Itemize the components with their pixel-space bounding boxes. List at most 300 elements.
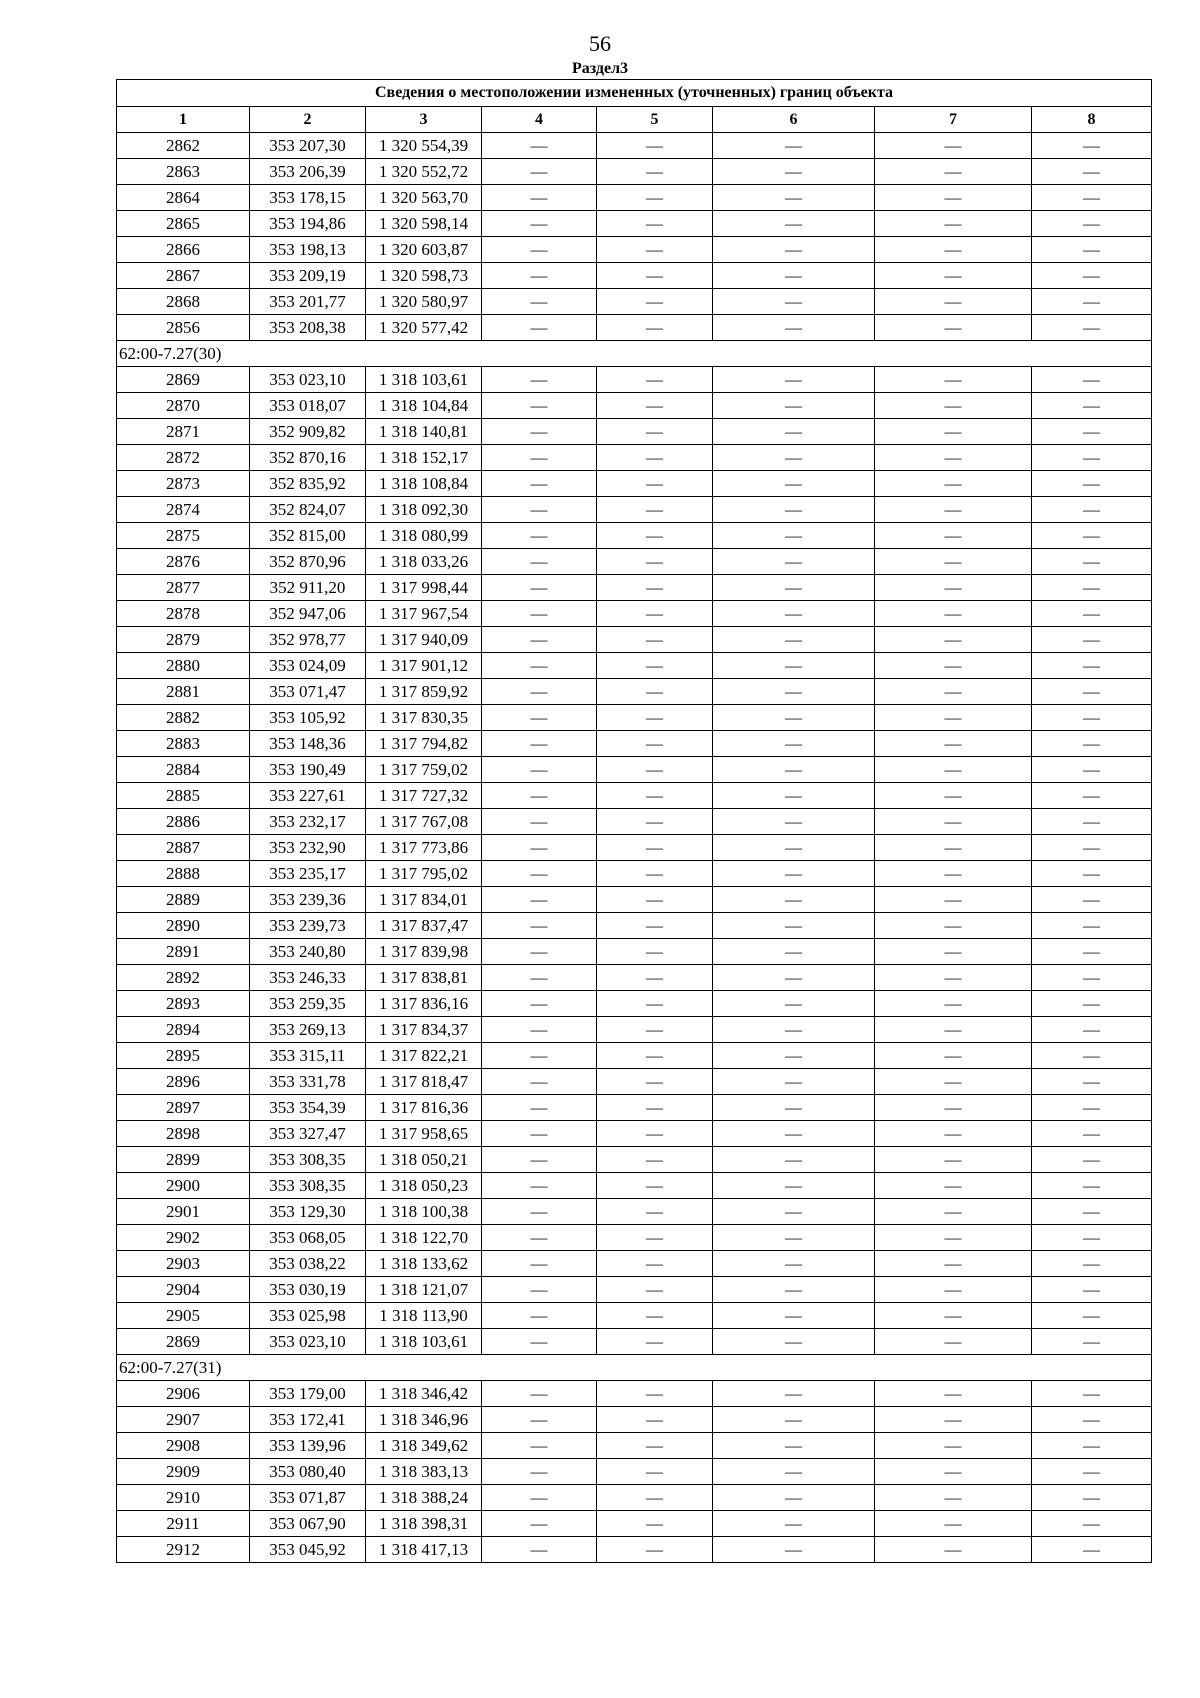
empty-value-cell: — bbox=[482, 1511, 597, 1537]
empty-value-cell: — bbox=[713, 705, 875, 731]
empty-value-cell: — bbox=[482, 1537, 597, 1563]
x-coordinate-cell: 353 129,30 bbox=[250, 1199, 366, 1225]
empty-value-cell: — bbox=[875, 705, 1032, 731]
table-row bbox=[117, 133, 1152, 159]
empty-value-cell: — bbox=[482, 1277, 597, 1303]
empty-value-cell: — bbox=[597, 133, 713, 159]
empty-value-cell: — bbox=[482, 133, 597, 159]
y-coordinate-cell: 1 320 554,39 bbox=[366, 133, 482, 159]
empty-value-cell: — bbox=[875, 1095, 1032, 1121]
x-coordinate-cell: 353 148,36 bbox=[250, 731, 366, 757]
point-number-cell: 2899 bbox=[117, 1147, 250, 1173]
table-row bbox=[117, 601, 1152, 627]
y-coordinate-cell: 1 317 767,08 bbox=[366, 809, 482, 835]
empty-value-cell: — bbox=[713, 913, 875, 939]
point-number-cell: 2901 bbox=[117, 1199, 250, 1225]
table-row bbox=[117, 809, 1152, 835]
point-number-cell: 2882 bbox=[117, 705, 250, 731]
y-coordinate-cell: 1 318 133,62 bbox=[366, 1251, 482, 1277]
column-number: 6 bbox=[713, 107, 875, 133]
table-row bbox=[117, 1147, 1152, 1173]
point-number-cell: 2891 bbox=[117, 939, 250, 965]
empty-value-cell: — bbox=[482, 887, 597, 913]
x-coordinate-cell: 353 139,96 bbox=[250, 1433, 366, 1459]
empty-value-cell: — bbox=[713, 861, 875, 887]
empty-value-cell: — bbox=[1032, 1017, 1152, 1043]
y-coordinate-cell: 1 317 773,86 bbox=[366, 835, 482, 861]
empty-value-cell: — bbox=[713, 1459, 875, 1485]
empty-value-cell: — bbox=[1032, 471, 1152, 497]
table-row bbox=[117, 315, 1152, 341]
point-number-cell: 2909 bbox=[117, 1459, 250, 1485]
empty-value-cell: — bbox=[875, 991, 1032, 1017]
empty-value-cell: — bbox=[597, 939, 713, 965]
point-number-cell: 2871 bbox=[117, 419, 250, 445]
x-coordinate-cell: 353 172,41 bbox=[250, 1407, 366, 1433]
table-row bbox=[117, 1251, 1152, 1277]
empty-value-cell: — bbox=[482, 1147, 597, 1173]
empty-value-cell: — bbox=[713, 185, 875, 211]
empty-value-cell: — bbox=[482, 1459, 597, 1485]
y-coordinate-cell: 1 318 092,30 bbox=[366, 497, 482, 523]
point-number-cell: 2873 bbox=[117, 471, 250, 497]
empty-value-cell: — bbox=[875, 809, 1032, 835]
empty-value-cell: — bbox=[713, 731, 875, 757]
point-number-cell: 2905 bbox=[117, 1303, 250, 1329]
empty-value-cell: — bbox=[713, 133, 875, 159]
empty-value-cell: — bbox=[482, 419, 597, 445]
empty-value-cell: — bbox=[713, 939, 875, 965]
x-coordinate-cell: 353 023,10 bbox=[250, 367, 366, 393]
empty-value-cell: — bbox=[597, 549, 713, 575]
y-coordinate-cell: 1 317 837,47 bbox=[366, 913, 482, 939]
empty-value-cell: — bbox=[1032, 731, 1152, 757]
empty-value-cell: — bbox=[482, 497, 597, 523]
empty-value-cell: — bbox=[713, 627, 875, 653]
y-coordinate-cell: 1 318 388,24 bbox=[366, 1485, 482, 1511]
empty-value-cell: — bbox=[713, 393, 875, 419]
empty-value-cell: — bbox=[1032, 1277, 1152, 1303]
empty-value-cell: — bbox=[713, 1381, 875, 1407]
x-coordinate-cell: 352 870,16 bbox=[250, 445, 366, 471]
x-coordinate-cell: 353 209,19 bbox=[250, 263, 366, 289]
x-coordinate-cell: 352 978,77 bbox=[250, 627, 366, 653]
x-coordinate-cell: 353 190,49 bbox=[250, 757, 366, 783]
y-coordinate-cell: 1 318 121,07 bbox=[366, 1277, 482, 1303]
empty-value-cell: — bbox=[597, 1199, 713, 1225]
boundary-coordinates-table bbox=[116, 79, 1152, 1563]
empty-value-cell: — bbox=[1032, 1381, 1152, 1407]
empty-value-cell: — bbox=[713, 1147, 875, 1173]
empty-value-cell: — bbox=[875, 861, 1032, 887]
empty-value-cell: — bbox=[597, 367, 713, 393]
point-number-cell: 2912 bbox=[117, 1537, 250, 1563]
y-coordinate-cell: 1 317 958,65 bbox=[366, 1121, 482, 1147]
empty-value-cell: — bbox=[597, 757, 713, 783]
empty-value-cell: — bbox=[875, 939, 1032, 965]
x-coordinate-cell: 353 208,38 bbox=[250, 315, 366, 341]
empty-value-cell: — bbox=[875, 497, 1032, 523]
empty-value-cell: — bbox=[597, 653, 713, 679]
empty-value-cell: — bbox=[875, 1303, 1032, 1329]
y-coordinate-cell: 1 318 113,90 bbox=[366, 1303, 482, 1329]
empty-value-cell: — bbox=[875, 887, 1032, 913]
table-row bbox=[117, 1407, 1152, 1433]
point-number-cell: 2893 bbox=[117, 991, 250, 1017]
point-number-cell: 2888 bbox=[117, 861, 250, 887]
empty-value-cell: — bbox=[597, 783, 713, 809]
empty-value-cell: — bbox=[482, 1173, 597, 1199]
empty-value-cell: — bbox=[713, 419, 875, 445]
table-row bbox=[117, 1303, 1152, 1329]
point-number-cell: 2900 bbox=[117, 1173, 250, 1199]
empty-value-cell: — bbox=[875, 1511, 1032, 1537]
empty-value-cell: — bbox=[482, 913, 597, 939]
empty-value-cell: — bbox=[1032, 263, 1152, 289]
x-coordinate-cell: 353 232,90 bbox=[250, 835, 366, 861]
x-coordinate-cell: 353 246,33 bbox=[250, 965, 366, 991]
empty-value-cell: — bbox=[1032, 783, 1152, 809]
point-number-cell: 2897 bbox=[117, 1095, 250, 1121]
empty-value-cell: — bbox=[597, 627, 713, 653]
y-coordinate-cell: 1 320 598,73 bbox=[366, 263, 482, 289]
table-row bbox=[117, 1017, 1152, 1043]
caption-row bbox=[117, 80, 1152, 107]
y-coordinate-cell: 1 317 834,37 bbox=[366, 1017, 482, 1043]
empty-value-cell: — bbox=[482, 185, 597, 211]
empty-value-cell: — bbox=[1032, 211, 1152, 237]
y-coordinate-cell: 1 318 033,26 bbox=[366, 549, 482, 575]
empty-value-cell: — bbox=[597, 991, 713, 1017]
empty-value-cell: — bbox=[597, 835, 713, 861]
empty-value-cell: — bbox=[482, 1381, 597, 1407]
x-coordinate-cell: 353 207,30 bbox=[250, 133, 366, 159]
y-coordinate-cell: 1 318 349,62 bbox=[366, 1433, 482, 1459]
x-coordinate-cell: 352 824,07 bbox=[250, 497, 366, 523]
empty-value-cell: — bbox=[875, 575, 1032, 601]
empty-value-cell: — bbox=[482, 393, 597, 419]
table-row bbox=[117, 731, 1152, 757]
empty-value-cell: — bbox=[875, 315, 1032, 341]
table-row bbox=[117, 523, 1152, 549]
x-coordinate-cell: 353 315,11 bbox=[250, 1043, 366, 1069]
empty-value-cell: — bbox=[1032, 1095, 1152, 1121]
empty-value-cell: — bbox=[875, 1381, 1032, 1407]
empty-value-cell: — bbox=[597, 1147, 713, 1173]
empty-value-cell: — bbox=[482, 1199, 597, 1225]
empty-value-cell: — bbox=[1032, 185, 1152, 211]
empty-value-cell: — bbox=[597, 809, 713, 835]
empty-value-cell: — bbox=[482, 679, 597, 705]
empty-value-cell: — bbox=[875, 1199, 1032, 1225]
y-coordinate-cell: 1 318 140,81 bbox=[366, 419, 482, 445]
empty-value-cell: — bbox=[482, 835, 597, 861]
column-number: 4 bbox=[482, 107, 597, 133]
y-coordinate-cell: 1 317 859,92 bbox=[366, 679, 482, 705]
empty-value-cell: — bbox=[482, 705, 597, 731]
x-coordinate-cell: 353 178,15 bbox=[250, 185, 366, 211]
empty-value-cell: — bbox=[597, 1017, 713, 1043]
y-coordinate-cell: 1 318 417,13 bbox=[366, 1537, 482, 1563]
empty-value-cell: — bbox=[875, 679, 1032, 705]
empty-value-cell: — bbox=[875, 419, 1032, 445]
empty-value-cell: — bbox=[482, 991, 597, 1017]
empty-value-cell: — bbox=[482, 939, 597, 965]
empty-value-cell: — bbox=[482, 1043, 597, 1069]
point-number-cell: 2889 bbox=[117, 887, 250, 913]
table-row bbox=[117, 679, 1152, 705]
y-coordinate-cell: 1 318 100,38 bbox=[366, 1199, 482, 1225]
table-row bbox=[117, 939, 1152, 965]
table-row bbox=[117, 783, 1152, 809]
empty-value-cell: — bbox=[713, 263, 875, 289]
y-coordinate-cell: 1 318 346,42 bbox=[366, 1381, 482, 1407]
empty-value-cell: — bbox=[1032, 445, 1152, 471]
empty-value-cell: — bbox=[713, 1303, 875, 1329]
table-row bbox=[117, 159, 1152, 185]
empty-value-cell: — bbox=[1032, 549, 1152, 575]
empty-value-cell: — bbox=[597, 497, 713, 523]
empty-value-cell: — bbox=[875, 523, 1032, 549]
empty-value-cell: — bbox=[597, 1173, 713, 1199]
empty-value-cell: — bbox=[875, 1485, 1032, 1511]
empty-value-cell: — bbox=[875, 601, 1032, 627]
empty-value-cell: — bbox=[875, 1121, 1032, 1147]
x-coordinate-cell: 353 232,17 bbox=[250, 809, 366, 835]
empty-value-cell: — bbox=[713, 159, 875, 185]
empty-value-cell: — bbox=[597, 1459, 713, 1485]
empty-value-cell: — bbox=[482, 159, 597, 185]
empty-value-cell: — bbox=[482, 471, 597, 497]
empty-value-cell: — bbox=[482, 263, 597, 289]
point-number-cell: 2879 bbox=[117, 627, 250, 653]
empty-value-cell: — bbox=[713, 289, 875, 315]
x-coordinate-cell: 353 045,92 bbox=[250, 1537, 366, 1563]
table-row bbox=[117, 1381, 1152, 1407]
x-coordinate-cell: 353 331,78 bbox=[250, 1069, 366, 1095]
point-number-cell: 2877 bbox=[117, 575, 250, 601]
empty-value-cell: — bbox=[875, 471, 1032, 497]
empty-value-cell: — bbox=[1032, 1407, 1152, 1433]
empty-value-cell: — bbox=[482, 1303, 597, 1329]
empty-value-cell: — bbox=[597, 289, 713, 315]
empty-value-cell: — bbox=[597, 1537, 713, 1563]
table-row bbox=[117, 289, 1152, 315]
empty-value-cell: — bbox=[597, 1043, 713, 1069]
empty-value-cell: — bbox=[875, 757, 1032, 783]
x-coordinate-cell: 353 269,13 bbox=[250, 1017, 366, 1043]
empty-value-cell: — bbox=[713, 1069, 875, 1095]
empty-value-cell: — bbox=[713, 1511, 875, 1537]
point-number-cell: 2885 bbox=[117, 783, 250, 809]
empty-value-cell: — bbox=[597, 1069, 713, 1095]
empty-value-cell: — bbox=[1032, 913, 1152, 939]
point-number-cell: 2867 bbox=[117, 263, 250, 289]
y-coordinate-cell: 1 317 830,35 bbox=[366, 705, 482, 731]
point-number-cell: 2890 bbox=[117, 913, 250, 939]
empty-value-cell: — bbox=[482, 1251, 597, 1277]
empty-value-cell: — bbox=[875, 1017, 1032, 1043]
parcel-group-label: 62:00-7.27(30) bbox=[117, 341, 1152, 367]
empty-value-cell: — bbox=[1032, 1537, 1152, 1563]
table-row bbox=[117, 965, 1152, 991]
x-coordinate-cell: 353 080,40 bbox=[250, 1459, 366, 1485]
empty-value-cell: — bbox=[713, 1251, 875, 1277]
empty-value-cell: — bbox=[713, 445, 875, 471]
table-row bbox=[117, 1485, 1152, 1511]
empty-value-cell: — bbox=[875, 835, 1032, 861]
table-row bbox=[117, 1433, 1152, 1459]
table-row bbox=[117, 1537, 1152, 1563]
empty-value-cell: — bbox=[875, 783, 1032, 809]
table-row bbox=[117, 549, 1152, 575]
point-number-cell: 2903 bbox=[117, 1251, 250, 1277]
empty-value-cell: — bbox=[713, 1407, 875, 1433]
table-row bbox=[117, 627, 1152, 653]
point-number-cell: 2883 bbox=[117, 731, 250, 757]
empty-value-cell: — bbox=[482, 1433, 597, 1459]
empty-value-cell: — bbox=[875, 445, 1032, 471]
empty-value-cell: — bbox=[713, 1225, 875, 1251]
table-row bbox=[117, 757, 1152, 783]
empty-value-cell: — bbox=[597, 1095, 713, 1121]
empty-value-cell: — bbox=[597, 1303, 713, 1329]
point-number-cell: 2892 bbox=[117, 965, 250, 991]
empty-value-cell: — bbox=[1032, 523, 1152, 549]
y-coordinate-cell: 1 317 794,82 bbox=[366, 731, 482, 757]
empty-value-cell: — bbox=[1032, 1251, 1152, 1277]
table-row bbox=[117, 237, 1152, 263]
point-number-cell: 2875 bbox=[117, 523, 250, 549]
empty-value-cell: — bbox=[597, 211, 713, 237]
x-coordinate-cell: 353 105,92 bbox=[250, 705, 366, 731]
empty-value-cell: — bbox=[1032, 367, 1152, 393]
empty-value-cell: — bbox=[1032, 939, 1152, 965]
empty-value-cell: — bbox=[1032, 1433, 1152, 1459]
empty-value-cell: — bbox=[597, 523, 713, 549]
empty-value-cell: — bbox=[713, 1199, 875, 1225]
empty-value-cell: — bbox=[597, 315, 713, 341]
point-number-cell: 2910 bbox=[117, 1485, 250, 1511]
empty-value-cell: — bbox=[482, 809, 597, 835]
table-row bbox=[117, 991, 1152, 1017]
empty-value-cell: — bbox=[713, 1121, 875, 1147]
column-number: 5 bbox=[597, 107, 713, 133]
table-row bbox=[117, 1199, 1152, 1225]
point-number-cell: 2870 bbox=[117, 393, 250, 419]
empty-value-cell: — bbox=[482, 627, 597, 653]
empty-value-cell: — bbox=[597, 263, 713, 289]
point-number-cell: 2872 bbox=[117, 445, 250, 471]
point-number-cell: 2862 bbox=[117, 133, 250, 159]
x-coordinate-cell: 353 038,22 bbox=[250, 1251, 366, 1277]
empty-value-cell: — bbox=[875, 1251, 1032, 1277]
y-coordinate-cell: 1 320 552,72 bbox=[366, 159, 482, 185]
table-row bbox=[117, 1043, 1152, 1069]
empty-value-cell: — bbox=[597, 1251, 713, 1277]
x-coordinate-cell: 353 071,87 bbox=[250, 1485, 366, 1511]
empty-value-cell: — bbox=[482, 211, 597, 237]
page-number: 56 bbox=[589, 31, 611, 56]
table-row bbox=[117, 1329, 1152, 1355]
x-coordinate-cell: 353 239,36 bbox=[250, 887, 366, 913]
y-coordinate-cell: 1 317 727,32 bbox=[366, 783, 482, 809]
empty-value-cell: — bbox=[875, 1277, 1032, 1303]
empty-value-cell: — bbox=[482, 549, 597, 575]
empty-value-cell: — bbox=[482, 1225, 597, 1251]
point-number-cell: 2869 bbox=[117, 367, 250, 393]
empty-value-cell: — bbox=[713, 523, 875, 549]
empty-value-cell: — bbox=[1032, 419, 1152, 445]
empty-value-cell: — bbox=[1032, 1511, 1152, 1537]
empty-value-cell: — bbox=[482, 1017, 597, 1043]
empty-value-cell: — bbox=[1032, 1121, 1152, 1147]
empty-value-cell: — bbox=[597, 913, 713, 939]
column-number: 2 bbox=[250, 107, 366, 133]
empty-value-cell: — bbox=[713, 757, 875, 783]
x-coordinate-cell: 353 235,17 bbox=[250, 861, 366, 887]
y-coordinate-cell: 1 318 103,61 bbox=[366, 367, 482, 393]
empty-value-cell: — bbox=[1032, 653, 1152, 679]
group-row bbox=[117, 341, 1152, 367]
empty-value-cell: — bbox=[597, 1277, 713, 1303]
empty-value-cell: — bbox=[597, 1485, 713, 1511]
y-coordinate-cell: 1 317 836,16 bbox=[366, 991, 482, 1017]
empty-value-cell: — bbox=[875, 159, 1032, 185]
empty-value-cell: — bbox=[713, 1017, 875, 1043]
empty-value-cell: — bbox=[597, 237, 713, 263]
x-coordinate-cell: 353 308,35 bbox=[250, 1147, 366, 1173]
empty-value-cell: — bbox=[482, 861, 597, 887]
table-row bbox=[117, 1225, 1152, 1251]
empty-value-cell: — bbox=[875, 731, 1032, 757]
x-coordinate-cell: 352 835,92 bbox=[250, 471, 366, 497]
empty-value-cell: — bbox=[713, 991, 875, 1017]
empty-value-cell: — bbox=[713, 601, 875, 627]
x-coordinate-cell: 353 025,98 bbox=[250, 1303, 366, 1329]
parcel-group-label: 62:00-7.27(31) bbox=[117, 1355, 1152, 1381]
x-coordinate-cell: 353 030,19 bbox=[250, 1277, 366, 1303]
table-row bbox=[117, 211, 1152, 237]
x-coordinate-cell: 353 308,35 bbox=[250, 1173, 366, 1199]
empty-value-cell: — bbox=[875, 211, 1032, 237]
empty-value-cell: — bbox=[875, 1225, 1032, 1251]
empty-value-cell: — bbox=[1032, 1459, 1152, 1485]
empty-value-cell: — bbox=[713, 653, 875, 679]
x-coordinate-cell: 353 239,73 bbox=[250, 913, 366, 939]
empty-value-cell: — bbox=[875, 1173, 1032, 1199]
y-coordinate-cell: 1 320 577,42 bbox=[366, 315, 482, 341]
column-number-row bbox=[117, 107, 1152, 133]
empty-value-cell: — bbox=[713, 367, 875, 393]
empty-value-cell: — bbox=[597, 601, 713, 627]
point-number-cell: 2907 bbox=[117, 1407, 250, 1433]
empty-value-cell: — bbox=[1032, 1225, 1152, 1251]
table-row bbox=[117, 1277, 1152, 1303]
point-number-cell: 2881 bbox=[117, 679, 250, 705]
empty-value-cell: — bbox=[1032, 497, 1152, 523]
empty-value-cell: — bbox=[875, 965, 1032, 991]
empty-value-cell: — bbox=[713, 835, 875, 861]
table-row bbox=[117, 419, 1152, 445]
y-coordinate-cell: 1 318 050,23 bbox=[366, 1173, 482, 1199]
empty-value-cell: — bbox=[875, 133, 1032, 159]
x-coordinate-cell: 353 206,39 bbox=[250, 159, 366, 185]
point-number-cell: 2869 bbox=[117, 1329, 250, 1355]
empty-value-cell: — bbox=[482, 1121, 597, 1147]
empty-value-cell: — bbox=[1032, 315, 1152, 341]
y-coordinate-cell: 1 318 122,70 bbox=[366, 1225, 482, 1251]
